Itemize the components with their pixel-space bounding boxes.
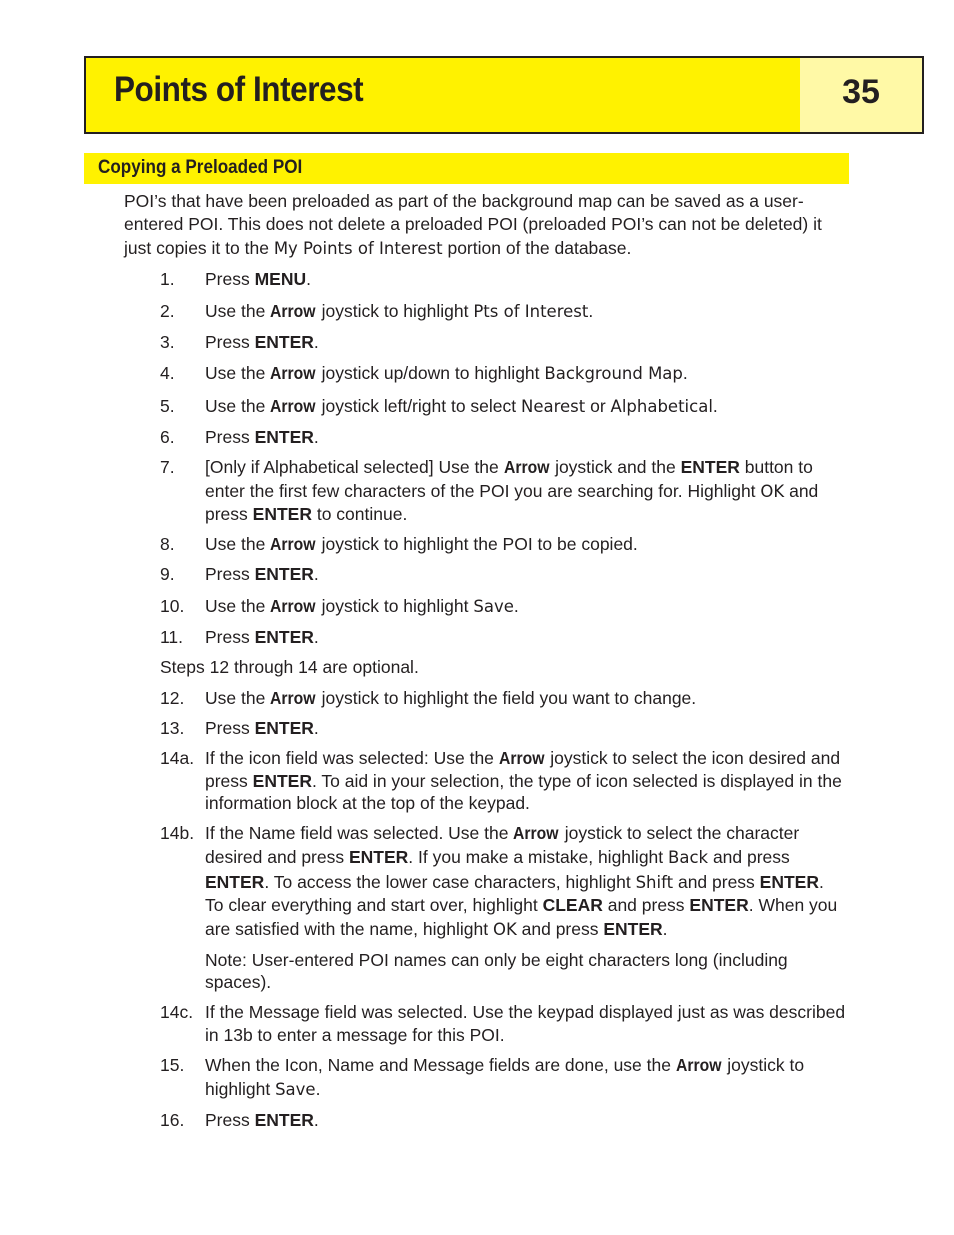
- text-fragment: Use the: [205, 363, 271, 383]
- text-fragment: [Only if Alphabetical selected] Use the: [205, 457, 504, 477]
- ui-term: Pts of Interest: [473, 302, 589, 321]
- step-text: [205, 822, 799, 845]
- ui-term: My Points of Interest: [273, 239, 443, 258]
- control-name: ENTER: [348, 847, 409, 867]
- step-text: [205, 1078, 320, 1101]
- step-text: [205, 717, 319, 740]
- text-fragment: Press: [205, 718, 255, 738]
- step-number: 3.: [160, 332, 175, 352]
- step-text: in 13b to enter a message for this POI.: [205, 1025, 505, 1045]
- text-fragment: joystick to: [722, 1055, 805, 1075]
- intro-line: entered POI. This does not delete a preloaded POI (preloaded POI’s can not be deleted) it: [124, 214, 822, 234]
- step-text: [205, 563, 319, 586]
- text-fragment: .: [313, 718, 319, 738]
- step-text: [205, 770, 842, 793]
- ui-term: Nearest: [521, 397, 586, 416]
- control-name: ENTER: [254, 627, 314, 647]
- step-number: 12.: [160, 688, 185, 708]
- step-text: [205, 1109, 319, 1132]
- step-number: 11.: [160, 627, 184, 647]
- text-fragment: joystick to select the character: [559, 823, 800, 843]
- control-name: ENTER: [603, 919, 663, 939]
- text-fragment: joystick to highlight the field you want to change.: [316, 688, 697, 708]
- text-fragment: joystick left/right to select: [316, 396, 521, 416]
- step-number: 1.: [160, 269, 175, 289]
- control-name: Arrow: [270, 596, 316, 616]
- control-name: Arrow: [270, 301, 316, 321]
- control-name: Arrow: [503, 457, 550, 477]
- text-fragment: .: [513, 596, 519, 616]
- text-fragment: .: [712, 396, 718, 416]
- ui-term: Background Map: [544, 364, 683, 383]
- step-number: 4.: [160, 363, 175, 383]
- control-name: CLEAR: [542, 895, 603, 915]
- page-number-box: [800, 58, 922, 132]
- control-name: ENTER: [205, 872, 265, 892]
- text-fragment: joystick and the: [550, 457, 681, 477]
- control-name: ENTER: [252, 504, 312, 524]
- step-number: 8.: [160, 534, 175, 554]
- ui-term: Shift: [635, 873, 674, 892]
- step-text: [205, 533, 638, 556]
- text-fragment: Press: [205, 564, 255, 584]
- control-name: Arrow: [270, 534, 316, 554]
- control-name: Arrow: [270, 363, 316, 383]
- text-fragment: Press: [205, 332, 255, 352]
- control-name: ENTER: [254, 1110, 314, 1130]
- text-fragment: .: [313, 564, 319, 584]
- step-number: 14a.: [160, 748, 195, 768]
- text-fragment: are satisfied with the name, highlight: [205, 919, 493, 939]
- text-fragment: and press: [516, 919, 604, 939]
- control-name: Arrow: [498, 748, 545, 768]
- text-fragment: .: [818, 872, 824, 892]
- text-fragment: Press: [205, 269, 255, 289]
- step-text: [205, 503, 407, 526]
- step-text: [205, 871, 824, 894]
- step-text: [205, 426, 319, 449]
- text-fragment: If the icon field was selected: Use the: [205, 748, 499, 768]
- step-text: [205, 331, 319, 354]
- step-text: [205, 268, 311, 291]
- text-fragment: press: [205, 504, 253, 524]
- text-fragment: joystick to highlight the POI to be copied.: [316, 534, 638, 554]
- page-number: 35: [842, 73, 880, 111]
- text-fragment: .: [682, 363, 688, 383]
- step-number: 2.: [160, 301, 175, 321]
- step-text: [205, 300, 593, 323]
- control-name: Arrow: [675, 1055, 722, 1075]
- text-fragment: joystick up/down to highlight: [316, 363, 545, 383]
- text-fragment: and press: [602, 895, 690, 915]
- note-text: Note: User-entered POI names can only be eight characters long (including: [205, 950, 788, 970]
- control-name: ENTER: [254, 564, 314, 584]
- text-fragment: or: [585, 396, 611, 416]
- step-number: 5.: [160, 396, 175, 416]
- text-fragment: press: [205, 771, 253, 791]
- text-fragment: joystick to select the icon desired and: [545, 748, 841, 768]
- text-fragment: .: [662, 919, 668, 939]
- step-number: 16.: [160, 1110, 185, 1130]
- text-fragment: To clear everything and start over, highlight: [205, 895, 543, 915]
- text-fragment: .: [313, 427, 319, 447]
- step-text: [205, 456, 813, 479]
- ui-term: Save: [473, 597, 514, 616]
- step-text: [205, 894, 837, 917]
- step-text: [205, 595, 519, 618]
- text-fragment: Use the: [205, 396, 271, 416]
- note-text: spaces).: [205, 972, 272, 992]
- step-text: [205, 687, 696, 710]
- text-fragment: joystick to highlight: [316, 301, 474, 321]
- step-number: 6.: [160, 427, 175, 447]
- text-fragment: highlight: [205, 1079, 276, 1099]
- text-fragment: Press: [205, 1110, 255, 1130]
- control-name: ENTER: [254, 332, 314, 352]
- intro-line: [124, 237, 631, 260]
- text-fragment: desired and press: [205, 847, 349, 867]
- step-text: [205, 1054, 804, 1077]
- optional-note: Steps 12 through 14 are optional.: [160, 657, 419, 677]
- text-fragment: . To aid in your selection, the type of icon selected is displayed in the: [311, 771, 842, 791]
- text-fragment: .: [306, 269, 312, 289]
- text-fragment: portion of the database.: [442, 238, 632, 258]
- control-name: Arrow: [270, 396, 316, 416]
- control-name: ENTER: [680, 457, 740, 477]
- step-text: [205, 480, 818, 503]
- text-fragment: .: [313, 627, 319, 647]
- control-name: ENTER: [689, 895, 749, 915]
- ui-term: Back: [668, 848, 709, 867]
- ui-term: OK: [492, 920, 517, 939]
- text-fragment: Use the: [205, 534, 271, 554]
- text-fragment: button to: [739, 457, 813, 477]
- step-text: [205, 395, 718, 418]
- step-text: [205, 626, 319, 649]
- text-fragment: Use the: [205, 301, 271, 321]
- chapter-header: [84, 56, 924, 134]
- step-number: 7.: [160, 457, 175, 477]
- step-number: 14c.: [160, 1002, 194, 1022]
- step-text: [205, 918, 668, 941]
- control-name: ENTER: [254, 718, 314, 738]
- control-name: MENU: [254, 269, 307, 289]
- text-fragment: and press: [708, 847, 790, 867]
- control-name: ENTER: [254, 427, 314, 447]
- control-name: Arrow: [270, 688, 316, 708]
- section-title: Copying a Preloaded POI: [98, 157, 303, 178]
- text-fragment: .: [313, 332, 319, 352]
- step-text: information block at the top of the keypad.: [205, 793, 530, 813]
- intro-line: POI’s that have been preloaded as part of the background map can be saved as a user-: [124, 191, 804, 211]
- text-fragment: Use the: [205, 688, 271, 708]
- step-text: [205, 846, 790, 869]
- text-fragment: If the Name field was selected. Use the: [205, 823, 514, 843]
- text-fragment: joystick to highlight: [316, 596, 474, 616]
- text-fragment: Press: [205, 427, 255, 447]
- chapter-title: Points of Interest: [114, 70, 364, 109]
- text-fragment: to continue.: [311, 504, 408, 524]
- ui-term: OK: [760, 482, 785, 501]
- section-heading-bar: [84, 153, 849, 184]
- text-fragment: and: [784, 481, 819, 501]
- text-fragment: just copies it to the: [124, 238, 274, 258]
- text-fragment: and press: [673, 872, 760, 892]
- step-number: 14b.: [160, 823, 195, 843]
- step-text: [205, 747, 840, 770]
- text-fragment: enter the first few characters of the POI you are searching for. Highlight: [205, 481, 761, 501]
- text-fragment: . If you make a mistake, highlight: [408, 847, 669, 867]
- step-number: 13.: [160, 718, 185, 738]
- step-text: If the Message field was selected. Use the keypad displayed just as was described: [205, 1002, 846, 1022]
- step-number: 15.: [160, 1055, 185, 1075]
- text-fragment: .: [315, 1079, 321, 1099]
- ui-term: Save: [275, 1080, 316, 1099]
- control-name: ENTER: [252, 771, 312, 791]
- text-fragment: . To access the lower case characters, highlight: [264, 872, 636, 892]
- step-number: 9.: [160, 564, 175, 584]
- step-text: [205, 362, 688, 385]
- text-fragment: . When you: [748, 895, 838, 915]
- text-fragment: Press: [205, 627, 255, 647]
- control-name: ENTER: [759, 872, 819, 892]
- step-number: 10.: [160, 596, 185, 616]
- text-fragment: .: [313, 1110, 319, 1130]
- text-fragment: .: [588, 301, 594, 321]
- control-name: Arrow: [513, 823, 559, 843]
- text-fragment: Use the: [205, 596, 271, 616]
- ui-term: Alphabetical: [610, 397, 713, 416]
- text-fragment: When the Icon, Name and Message fields are done, use the: [205, 1055, 676, 1075]
